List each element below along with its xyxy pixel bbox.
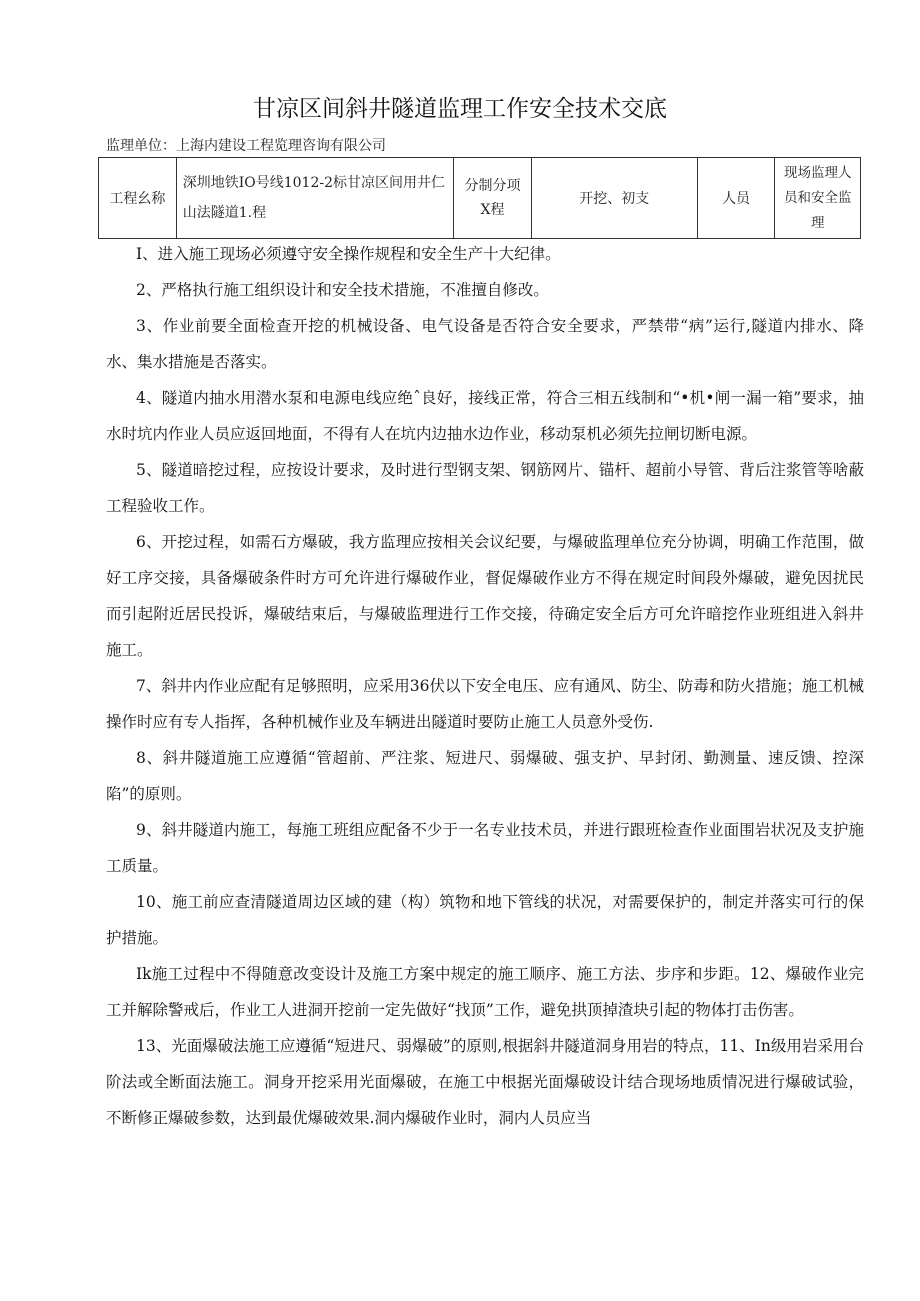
personnel-label: 人员 [697, 158, 775, 239]
safety-item-3: 3、作业前要全面检查开挖的机械设备、电气设备是否符合安全要求，严禁带“病”运行,隧道内排水、降水、集水措施是否落实。 [106, 317, 864, 371]
personnel-value [775, 158, 861, 239]
safety-items [106, 236, 864, 1136]
project-info-table [98, 157, 861, 239]
safety-item-9: 9、斜井隧道内施工，每施工班组应配备不少于一名专业技术员，并进行跟班检查作业面围岩状况及支护施工质量。 [106, 821, 864, 875]
table-row [99, 158, 861, 239]
personnel-value-line: 理 [810, 214, 825, 231]
division-label [454, 158, 532, 239]
safety-item-4: 4、隧道内抽水用潜水泵和电源电线应绝ˆ良好，接线正常，符合三相五线制和“•机•闸一漏一箱”要求，抽水时坑内作业人员应返回地面，不得有人在坑内边抽水边作业，移动泵机必须先拉闸切断电源。 [106, 389, 864, 443]
project-name-label: 工程幺称 [99, 158, 177, 239]
safety-item-10: 10、施工前应查清隧道周边区域的建（构）筑物和地下管线的状况，对需要保护的，制定并落实可行的保护措施。 [106, 893, 864, 947]
document-title: 甘凉区间斜井隧道监理工作安全技术交底 [253, 96, 667, 122]
safety-item-11-12: Ik施工过程中不得随意改变设计及施工方案中规定的施工顺序、施工方法、步序和步距。12、爆破作业完工并解除警戒后，作业工人进洞开挖前一定先做好“找顶”工作，避免拱顶掉渣块引起的物体打击伤害。 [106, 965, 864, 1019]
safety-item-6: 6、开挖过程，如需石方爆破，我方监理应按相关会议纪要，与爆破监理单位充分协调，明确工作范围，做好工序交接，具备爆破条件时方可允许进行爆破作业，督促爆破作业方不得在规定时间段外爆破，避免因扰民而引起附近居民投诉，爆破结束后，与爆破监理进行工作交接，待确定安全后方可允许暗挖作业班组进入斜井施工。 [106, 533, 864, 659]
safety-item-13: 13、光面爆破法施工应遵循“短进尺、弱爆破”的原则,根据斜井隧道洞身用岩的特点，11、In级用岩采用台阶法或全断面法施工。洞身开挖采用光面爆破，在施工中根据光面爆破设计结合现场地质情况进行爆破试验，不断修正爆破参数，达到最优爆破效果.洞内爆破作业时，洞内人员应当 [106, 1037, 864, 1127]
safety-item-5: 5、隧道暗挖过程，应按设计要求，及时进行型钢支架、钢筋网片、锚杆、超前小导管、背后注浆管等啥蔽工程验收工作。 [106, 461, 864, 515]
project-name-line: 山法隧道1.程 [182, 205, 267, 221]
supervising-unit: 监理单位：上海内建设工程览理咨询有限公司 [106, 138, 386, 154]
personnel-value-line: 员和安全监 [783, 189, 852, 206]
project-name-line: 深圳地铁IO号线1012-2标甘凉区间用井仁 [182, 175, 445, 191]
personnel-value-line: 现场监理人 [783, 164, 852, 181]
division-value: 开挖、初支 [531, 158, 697, 239]
safety-item-2: 2、严格执行施工组织设计和安全技术措施，不准擅自修改。 [136, 281, 549, 299]
safety-item-1: I、进入施工现场必须遵守安全操作规程和安全生产十大纪律。 [136, 245, 561, 263]
division-label-line: 分制分项 [464, 178, 521, 194]
division-label-line: X程 [480, 202, 505, 218]
safety-item-7: 7、斜井内作业应配有足够照明，应采用36伏以下安全电压、应有通风、防尘、防毒和防火措施；施工机械操作时应有专人指挥，各种机械作业及车辆进出隧道时要防止施工人员意外受伤. [106, 677, 864, 731]
safety-item-8: 8、斜井隧道施工应遵循“管超前、严注浆、短进尺、弱爆破、强支护、早封闭、勤测量、速反馈、控深陷”的原则。 [106, 749, 864, 803]
project-name-value [176, 158, 453, 239]
